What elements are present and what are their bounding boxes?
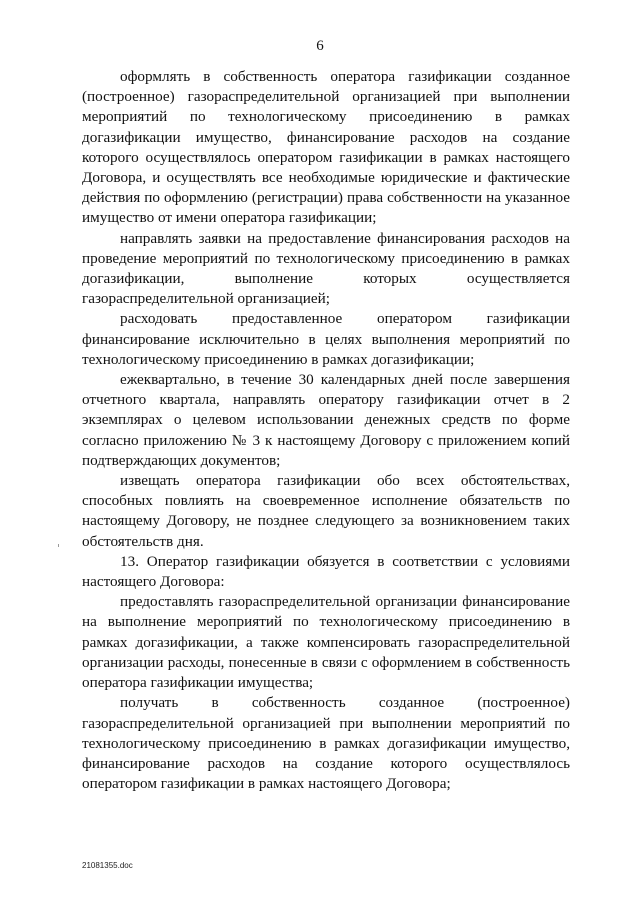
paragraph-receive-property: получать в собственность созданное (построенное) газораспределительной организацией при выполнении мероприятий по технологическому присоединению в рамках догазификации имущество, финансирование расходов на создание которого осуществлялось оператором газификации в рамках настоящего Договора; [82,694,570,793]
paragraph-quarterly-report: ежеквартально, в течение 30 календарных дней после завершения отчетного квартала, направлять оператору газификации отчет в 2 экземплярах о целевом использовании денежных средств по форме согласно приложению № 3 к настоящему Договору с приложением копий подтверждающих документов; [82,371,570,469]
paragraph-clause-13: 13. Оператор газификации обязуется в соответствии с условиями настоящего Договора: [82,552,570,591]
paragraph-ownership-registration: оформлять в собственность оператора газификации созданное (построенное) газораспределительной организацией при выполнении мероприятий по технологическому присоединению в рамках догазификации имущество, финансирование расходов на создание которого осуществлялось оператором газификации в рамках настоящего Договора, и осуществлять все необходимые юридические и фактические действия по оформлению (регистрации) права собственности на указанное имущество от имени оператора газификации; [82,68,570,227]
paragraph-spend-funding: расходовать предоставленное оператором газификации финансирование исключительно в целях выполнения мероприятий по технологическому присоединению в рамках догазификации; [82,310,570,368]
document-body [82,67,570,794]
paragraph-funding-requests: направлять заявки на предоставление финансирования расходов на проведение мероприятий по технологическому присоединению в рамках догазификации, выполнение которых осуществляется газораспределительной организацией; [82,229,570,308]
margin-mark [58,544,59,547]
footer-file-code: 21081355.doc [82,861,133,870]
paragraph-notify-operator: извещать оператора газификации обо всех обстоятельствах, способных повлиять на своевременное исполнение обязательств по настоящему Договору, не позднее следующего за возникновением таких обстоятельств дня. [82,472,570,550]
page-number: 6 [316,38,324,54]
paragraph-provide-financing: предоставлять газораспределительной организации финансирование на выполнение мероприятий по технологическому присоединению в рамках догазификации, а также компенсировать газораспределительной организации расходы, понесенные в связи с оформлением в собственность оператора газификации имущества; [82,593,570,692]
